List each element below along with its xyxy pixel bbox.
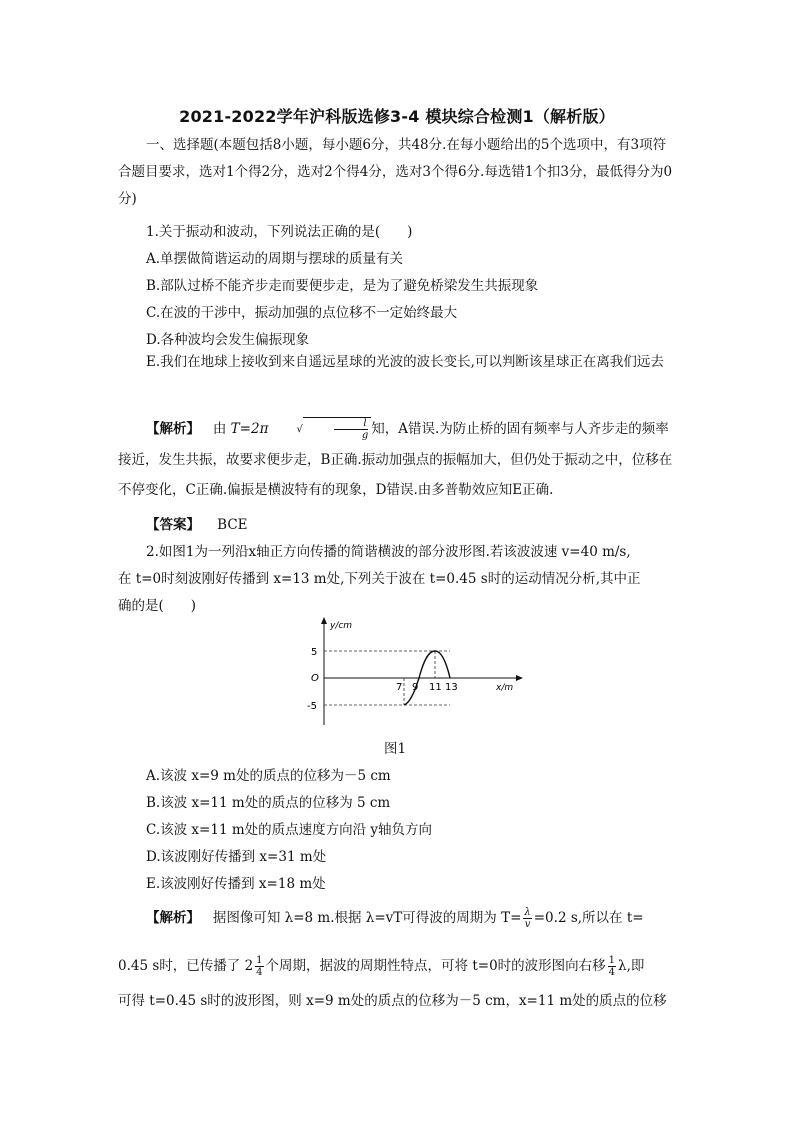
document-title: 2021-2022学年沪科版选修3-4 模块综合检测1（解析版） <box>179 107 615 126</box>
analysis-prefix: 由 <box>212 421 227 437</box>
q2-option-c: C.该波 x=11 m处的质点速度方向沿 y轴负方向 <box>146 822 433 838</box>
sqrt-formula: √ $\frac{l}{g}$ <box>268 415 371 445</box>
answer-value: BCE <box>217 517 248 533</box>
x-tick-13: 13 <box>445 682 458 693</box>
analysis-label: 【解析】 <box>146 421 200 437</box>
q2-stem-line3: 确的是( ) <box>118 598 197 614</box>
period-fraction: $\frac{\lambda}{v}$ <box>524 907 531 930</box>
q2-option-a: A.该波 x=9 m处的质点的位移为－5 cm <box>146 768 391 784</box>
q2-option-b: B.该波 x=11 m处的质点的位移为 5 cm <box>146 795 391 811</box>
q1-option-c: C.在波的干涉中，振动加强的点位移不一定始终最大 <box>146 305 458 321</box>
x-axis-label: x/m <box>496 683 514 693</box>
q2-analysis-text-2b: 个周期，据波的周期性特点，可将 t=0时的波形图向右移 <box>265 958 606 974</box>
q2-analysis-line1 <box>146 906 706 930</box>
q2-analysis-text-2c: λ,即 <box>618 958 645 974</box>
q2-analysis-text-1b: =0.2 s,所以在 t= <box>533 910 644 926</box>
answer-label: 【答案】 <box>146 517 200 533</box>
q2-analysis-line3: 可得 t=0.45 s时的波形图，则 x=9 m处的质点的位移为－5 cm，x=11 m处的质点的位移 <box>118 993 667 1009</box>
q2-analysis-line2 <box>118 954 678 978</box>
analysis-label: 【解析】 <box>146 910 200 926</box>
period-formula: T=2π <box>230 421 269 437</box>
y-tick-5: 5 <box>311 647 318 658</box>
x-tick-9: 9 <box>412 682 419 693</box>
q1-option-d: D.各种波均会发生偏振现象 <box>146 332 310 348</box>
q2-option-d: D.该波刚好传播到 x=31 m处 <box>146 849 327 865</box>
q1-answer <box>146 513 706 533</box>
q1-option-e: E.我们在地球上接收到来自遥远星球的光波的波长变长,可以判断该星球正在离我们远去 <box>146 354 664 370</box>
quarter-fraction-2: $\frac{1}{4}$ <box>608 955 616 978</box>
q1-analysis-text: 知，A错误.为防止桥的固有频率与人齐步走的频率接近，发生共振，故要求便步走，B正确.振动加强点的振幅加大，但仍处于振动之中，位移在不停变化，C正确.偏振是横波特有的现象，D错误.由多普勒效应知E正确. <box>118 421 673 498</box>
y-tick-neg5: -5 <box>307 701 317 712</box>
y-axis-label: y/cm <box>330 621 353 631</box>
origin-label: O <box>311 673 319 684</box>
wave-figure <box>298 615 528 730</box>
section-intro: 一、选择题(本题包括8小题，每小题6分，共48分.在每小题给出的5个选项中，有3项符合题目要求，选对1个得2分，选对2个得4分，选对3个得6分.每选错1个扣3分，最低得分为0分) <box>118 137 673 207</box>
q2-stem-line2: 在 t=0时刻波刚好传播到 x=13 m处,下列关于波在 t=0.45 s时的运动情况分析,其中正 <box>118 571 641 587</box>
x-tick-7: 7 <box>396 682 403 693</box>
quarter-fraction: $\frac{1}{4}$ <box>256 955 263 978</box>
q1-option-a: A.单摆做简谐运动的周期与摆球的质量有关 <box>146 251 404 267</box>
figure-caption: 图1 <box>384 741 407 757</box>
x-tick-11: 11 <box>429 682 442 693</box>
q1-stem: 1.关于振动和波动，下列说法正确的是( ) <box>146 224 413 240</box>
q2-analysis-text-1a: 据图像可知 λ=8 m.根据 λ=vT可得波的周期为 T= <box>212 910 522 926</box>
q1-option-b: B.部队过桥不能齐步走而要便步走，是为了避免桥梁发生共振现象 <box>146 278 539 294</box>
y-axis-arrow <box>321 617 327 624</box>
x-axis-arrow <box>516 675 523 681</box>
q2-analysis-text-2a: 0.45 s时，已传播了 2 <box>118 958 254 974</box>
q2-option-e: E.该波刚好传播到 x=18 m处 <box>146 876 326 892</box>
q1-analysis <box>118 414 678 505</box>
q2-stem-line1: 2.如图1为一列沿x轴正方向传播的简谐横波的部分波形图.若该波波速 v=40 m/s, <box>146 544 631 560</box>
